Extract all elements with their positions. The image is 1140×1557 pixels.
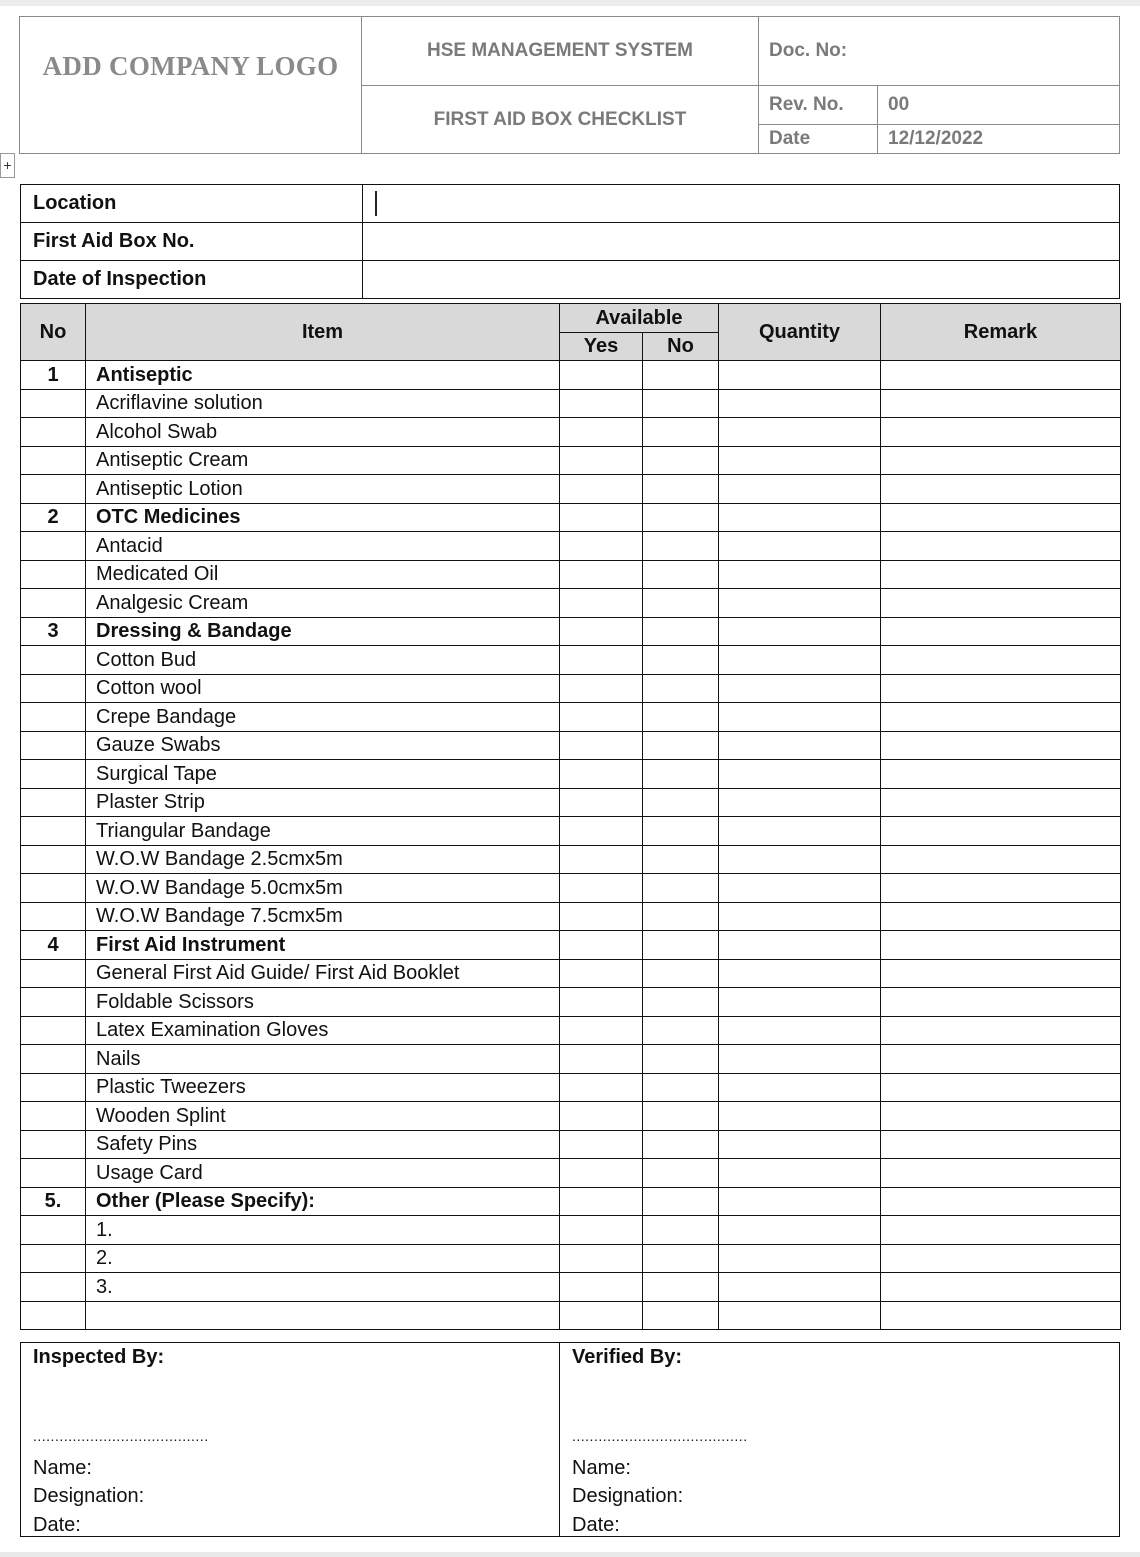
row-number: [21, 532, 86, 561]
row-item: Antiseptic Lotion: [86, 475, 560, 504]
yes-checkbox-cell[interactable]: [560, 674, 643, 703]
remark-cell[interactable]: [881, 1187, 1121, 1216]
row-number: [21, 1273, 86, 1302]
remark-cell[interactable]: [881, 1301, 1121, 1330]
row-number: [21, 760, 86, 789]
col-no: No: [21, 304, 86, 361]
no-checkbox-cell[interactable]: [643, 902, 719, 931]
table-row: [21, 902, 1121, 931]
row-item: Cotton wool: [86, 674, 560, 703]
table-row: [21, 1045, 1121, 1074]
col-yes: Yes: [560, 333, 643, 361]
yes-checkbox-cell[interactable]: [560, 503, 643, 532]
row-item: Usage Card: [86, 1159, 560, 1188]
yes-checkbox-cell[interactable]: [560, 874, 643, 903]
row-number: [21, 1102, 86, 1131]
remark-cell[interactable]: [881, 1273, 1121, 1302]
remark-cell[interactable]: [881, 1244, 1121, 1273]
row-item: Analgesic Cream: [86, 589, 560, 618]
row-number: [21, 902, 86, 931]
row-item: Plaster Strip: [86, 788, 560, 817]
date-label-cell: [758, 124, 878, 154]
quantity-cell[interactable]: [719, 389, 881, 418]
table-row: [21, 1102, 1121, 1131]
quantity-cell[interactable]: [719, 1273, 881, 1302]
quantity-cell[interactable]: [719, 617, 881, 646]
row-number: [21, 589, 86, 618]
inspection-info-table: [20, 184, 1120, 299]
table-row: [21, 532, 1121, 561]
no-checkbox-cell[interactable]: [643, 788, 719, 817]
table-row: [21, 988, 1121, 1017]
row-number: [21, 1016, 86, 1045]
remark-cell[interactable]: [881, 703, 1121, 732]
row-number: [21, 788, 86, 817]
category-row: [21, 503, 1121, 532]
row-number: [21, 1045, 86, 1074]
col-quantity: Quantity: [719, 304, 881, 361]
table-row: [21, 731, 1121, 760]
quantity-cell[interactable]: [719, 1216, 881, 1245]
row-number: [21, 959, 86, 988]
table-row: [21, 646, 1121, 675]
no-checkbox-cell[interactable]: [643, 931, 719, 960]
category-row: [21, 617, 1121, 646]
quantity-cell[interactable]: [719, 1016, 881, 1045]
info-row-box-no: [21, 223, 1120, 261]
row-item: Nails: [86, 1045, 560, 1074]
row-item: Other (Please Specify):: [86, 1187, 560, 1216]
inspected-signature-line: ........................................: [33, 1428, 209, 1444]
row-number: [21, 1073, 86, 1102]
top-strip: [0, 0, 1140, 6]
header-row: [21, 304, 1121, 333]
yes-checkbox-cell[interactable]: [560, 1073, 643, 1102]
table-row: [21, 1216, 1121, 1245]
remark-cell[interactable]: [881, 617, 1121, 646]
remark-cell[interactable]: [881, 503, 1121, 532]
col-no-available: No: [643, 333, 719, 361]
row-number: 3: [21, 617, 86, 646]
remark-cell[interactable]: [881, 418, 1121, 447]
location-field[interactable]: [363, 185, 1120, 223]
quantity-cell[interactable]: [719, 1244, 881, 1273]
row-item: General First Aid Guide/ First Aid Booklet: [86, 959, 560, 988]
inspected-by-cell[interactable]: [21, 1343, 560, 1537]
row-number: [21, 560, 86, 589]
remark-cell[interactable]: [881, 389, 1121, 418]
quantity-cell[interactable]: [719, 731, 881, 760]
row-item: Antacid: [86, 532, 560, 561]
remark-cell[interactable]: [881, 874, 1121, 903]
inspection-date-field[interactable]: [363, 261, 1120, 299]
row-number: [21, 418, 86, 447]
row-item: 2.: [86, 1244, 560, 1273]
remark-cell[interactable]: [881, 1045, 1121, 1074]
remark-cell[interactable]: [881, 1102, 1121, 1131]
row-item: Safety Pins: [86, 1130, 560, 1159]
row-number: [21, 874, 86, 903]
bottom-strip: [0, 1552, 1140, 1557]
rev-no-value: 00: [888, 94, 910, 115]
no-checkbox-cell[interactable]: [643, 532, 719, 561]
no-checkbox-cell[interactable]: [643, 617, 719, 646]
text-cursor: [375, 191, 377, 216]
row-item: Latex Examination Gloves: [86, 1016, 560, 1045]
quantity-cell[interactable]: [719, 788, 881, 817]
row-number: 2: [21, 503, 86, 532]
box-no-field[interactable]: [363, 223, 1120, 261]
quantity-cell[interactable]: [719, 503, 881, 532]
remark-cell[interactable]: [881, 589, 1121, 618]
row-number: [21, 988, 86, 1017]
no-checkbox-cell[interactable]: [643, 988, 719, 1017]
table-row: [21, 959, 1121, 988]
table-row: [21, 1073, 1121, 1102]
no-checkbox-cell[interactable]: [643, 589, 719, 618]
remark-cell[interactable]: [881, 674, 1121, 703]
no-checkbox-cell[interactable]: [643, 674, 719, 703]
no-checkbox-cell[interactable]: [643, 874, 719, 903]
quantity-cell[interactable]: [719, 845, 881, 874]
no-checkbox-cell[interactable]: [643, 731, 719, 760]
yes-checkbox-cell[interactable]: [560, 560, 643, 589]
location-label: Location: [21, 185, 363, 223]
row-item: Triangular Bandage: [86, 817, 560, 846]
management-system-title: HSE MANAGEMENT SYSTEM: [426, 40, 694, 61]
remark-cell[interactable]: [881, 1016, 1121, 1045]
row-item: 3.: [86, 1273, 560, 1302]
quantity-cell[interactable]: [719, 931, 881, 960]
row-number: [21, 703, 86, 732]
col-item: Item: [86, 304, 560, 361]
table-row: [21, 674, 1121, 703]
table-row: [21, 817, 1121, 846]
yes-checkbox-cell[interactable]: [560, 931, 643, 960]
remark-cell[interactable]: [881, 931, 1121, 960]
quantity-cell[interactable]: [719, 418, 881, 447]
table-row: [21, 760, 1121, 789]
yes-checkbox-cell[interactable]: [560, 1102, 643, 1131]
no-checkbox-cell[interactable]: [643, 959, 719, 988]
yes-checkbox-cell[interactable]: [560, 1301, 643, 1330]
row-number: [21, 731, 86, 760]
yes-checkbox-cell[interactable]: [560, 646, 643, 675]
row-item: Alcohol Swab: [86, 418, 560, 447]
checklist-body: [21, 361, 1121, 1330]
yes-checkbox-cell[interactable]: [560, 589, 643, 618]
no-checkbox-cell[interactable]: [643, 703, 719, 732]
no-checkbox-cell[interactable]: [643, 1273, 719, 1302]
no-checkbox-cell[interactable]: [643, 646, 719, 675]
quantity-cell[interactable]: [719, 1159, 881, 1188]
row-number: [21, 1301, 86, 1330]
remark-cell[interactable]: [881, 988, 1121, 1017]
quantity-cell[interactable]: [719, 674, 881, 703]
yes-checkbox-cell[interactable]: [560, 361, 643, 390]
col-remark: Remark: [881, 304, 1121, 361]
yes-checkbox-cell[interactable]: [560, 959, 643, 988]
row-number: 1: [21, 361, 86, 390]
no-checkbox-cell[interactable]: [643, 475, 719, 504]
remark-cell[interactable]: [881, 1130, 1121, 1159]
inspection-date-label: Date of Inspection: [21, 261, 363, 299]
table-row: [21, 560, 1121, 589]
quantity-cell[interactable]: [719, 532, 881, 561]
no-checkbox-cell[interactable]: [643, 361, 719, 390]
no-checkbox-cell[interactable]: [643, 1045, 719, 1074]
row-item: Gauze Swabs: [86, 731, 560, 760]
row-number: [21, 646, 86, 675]
yes-checkbox-cell[interactable]: [560, 817, 643, 846]
verified-signature-line: ........................................: [572, 1428, 748, 1444]
row-number: [21, 845, 86, 874]
quantity-cell[interactable]: [719, 817, 881, 846]
no-checkbox-cell[interactable]: [643, 760, 719, 789]
no-checkbox-cell[interactable]: [643, 446, 719, 475]
table-row: [21, 845, 1121, 874]
info-row-location: [21, 185, 1120, 223]
quantity-cell[interactable]: [719, 1130, 881, 1159]
row-item: W.O.W Bandage 2.5cmx5m: [86, 845, 560, 874]
yes-checkbox-cell[interactable]: [560, 1273, 643, 1302]
quantity-cell[interactable]: [719, 1045, 881, 1074]
inspected-designation-label: Designation:: [33, 1485, 145, 1507]
table-row: [21, 703, 1121, 732]
yes-checkbox-cell[interactable]: [560, 845, 643, 874]
yes-checkbox-cell[interactable]: [560, 418, 643, 447]
row-item: W.O.W Bandage 7.5cmx5m: [86, 902, 560, 931]
row-item: Antiseptic: [86, 361, 560, 390]
no-checkbox-cell[interactable]: [643, 845, 719, 874]
remark-cell[interactable]: [881, 1073, 1121, 1102]
verified-designation-label: Designation:: [572, 1485, 684, 1507]
category-row: [21, 361, 1121, 390]
remark-cell[interactable]: [881, 532, 1121, 561]
rev-no-value-cell: [877, 85, 1120, 125]
row-item: W.O.W Bandage 5.0cmx5m: [86, 874, 560, 903]
row-item: Acriflavine solution: [86, 389, 560, 418]
document-header: [19, 16, 1120, 154]
no-checkbox-cell[interactable]: [643, 1130, 719, 1159]
yes-checkbox-cell[interactable]: [560, 1016, 643, 1045]
table-row: [21, 874, 1121, 903]
table-row: [21, 389, 1121, 418]
table-row: [21, 1159, 1121, 1188]
category-row: [21, 931, 1121, 960]
remark-cell[interactable]: [881, 446, 1121, 475]
rev-no-label: Rev. No.: [769, 94, 844, 115]
quantity-cell[interactable]: [719, 703, 881, 732]
signature-table: [20, 1342, 1120, 1537]
row-item: OTC Medicines: [86, 503, 560, 532]
quantity-cell[interactable]: [719, 760, 881, 789]
yes-checkbox-cell[interactable]: [560, 902, 643, 931]
row-number: 4: [21, 931, 86, 960]
table-row: [21, 1016, 1121, 1045]
remark-cell[interactable]: [881, 475, 1121, 504]
row-number: [21, 817, 86, 846]
row-item: [86, 1301, 560, 1330]
quantity-cell[interactable]: [719, 646, 881, 675]
col-available: Available: [560, 304, 719, 333]
row-item: Cotton Bud: [86, 646, 560, 675]
table-row: [21, 589, 1121, 618]
company-logo-placeholder: ADD COMPANY LOGO: [42, 50, 339, 81]
yes-checkbox-cell[interactable]: [560, 1159, 643, 1188]
yes-checkbox-cell[interactable]: [560, 532, 643, 561]
remark-cell[interactable]: [881, 1159, 1121, 1188]
logo-cell: [19, 16, 362, 154]
yes-checkbox-cell[interactable]: [560, 703, 643, 732]
no-checkbox-cell[interactable]: [643, 389, 719, 418]
row-number: [21, 674, 86, 703]
yes-checkbox-cell[interactable]: [560, 617, 643, 646]
remark-cell[interactable]: [881, 817, 1121, 846]
no-checkbox-cell[interactable]: [643, 560, 719, 589]
inspected-by-heading: Inspected By:: [33, 1346, 165, 1368]
yes-checkbox-cell[interactable]: [560, 1244, 643, 1273]
yes-checkbox-cell[interactable]: [560, 446, 643, 475]
remark-cell[interactable]: [881, 1216, 1121, 1245]
yes-checkbox-cell[interactable]: [560, 1130, 643, 1159]
row-number: 5.: [21, 1187, 86, 1216]
table-row: [21, 1130, 1121, 1159]
remark-cell[interactable]: [881, 902, 1121, 931]
verified-date-label: Date:: [572, 1514, 620, 1536]
row-item: Foldable Scissors: [86, 988, 560, 1017]
row-item: Medicated Oil: [86, 560, 560, 589]
quantity-cell[interactable]: [719, 1073, 881, 1102]
row-number: [21, 1159, 86, 1188]
row-number: [21, 1130, 86, 1159]
yes-checkbox-cell[interactable]: [560, 760, 643, 789]
inspected-date-label: Date:: [33, 1514, 81, 1536]
date-value-cell: [877, 124, 1120, 154]
no-checkbox-cell[interactable]: [643, 1187, 719, 1216]
row-item: First Aid Instrument: [86, 931, 560, 960]
remark-cell[interactable]: [881, 959, 1121, 988]
yes-checkbox-cell[interactable]: [560, 988, 643, 1017]
title-cell: [361, 85, 759, 154]
info-row-date: [21, 261, 1120, 299]
inspected-name-label: Name:: [33, 1457, 92, 1479]
doc-no-label: Doc. No:: [769, 40, 848, 61]
no-checkbox-cell[interactable]: [643, 1159, 719, 1188]
no-checkbox-cell[interactable]: [643, 418, 719, 447]
row-number: [21, 475, 86, 504]
row-item: Plastic Tweezers: [86, 1073, 560, 1102]
rev-no-label-cell: [758, 85, 878, 125]
verified-name-label: Name:: [572, 1457, 631, 1479]
doc-no-cell: [758, 16, 1120, 86]
quantity-cell[interactable]: [719, 902, 881, 931]
date-value: 12/12/2022: [888, 128, 984, 149]
yes-checkbox-cell[interactable]: [560, 475, 643, 504]
quantity-cell[interactable]: [719, 1187, 881, 1216]
no-checkbox-cell[interactable]: [643, 1102, 719, 1131]
quantity-cell[interactable]: [719, 589, 881, 618]
quantity-cell[interactable]: [719, 874, 881, 903]
row-number: [21, 1216, 86, 1245]
table-row: [21, 1273, 1121, 1302]
remark-cell[interactable]: [881, 760, 1121, 789]
no-checkbox-cell[interactable]: [643, 817, 719, 846]
remark-cell[interactable]: [881, 731, 1121, 760]
no-checkbox-cell[interactable]: [643, 1073, 719, 1102]
row-number: [21, 1244, 86, 1273]
quantity-cell[interactable]: [719, 1301, 881, 1330]
no-checkbox-cell[interactable]: [643, 1216, 719, 1245]
row-number: [21, 389, 86, 418]
system-cell: [361, 16, 759, 86]
quantity-cell[interactable]: [719, 475, 881, 504]
table-row: [21, 418, 1121, 447]
table-row: [21, 1301, 1121, 1330]
quantity-cell[interactable]: [719, 446, 881, 475]
page-title: FIRST AID BOX CHECKLIST: [433, 108, 687, 130]
quantity-cell[interactable]: [719, 1102, 881, 1131]
row-item: 1.: [86, 1216, 560, 1245]
yes-checkbox-cell[interactable]: [560, 389, 643, 418]
table-row: [21, 446, 1121, 475]
no-checkbox-cell[interactable]: [643, 1244, 719, 1273]
verified-by-cell[interactable]: [560, 1343, 1120, 1537]
row-item: Wooden Splint: [86, 1102, 560, 1131]
remark-cell[interactable]: [881, 560, 1121, 589]
remark-cell[interactable]: [881, 361, 1121, 390]
yes-checkbox-cell[interactable]: [560, 1045, 643, 1074]
quantity-cell[interactable]: [719, 988, 881, 1017]
table-row: [21, 1244, 1121, 1273]
yes-checkbox-cell[interactable]: [560, 1216, 643, 1245]
quantity-cell[interactable]: [719, 959, 881, 988]
table-row: [21, 475, 1121, 504]
remark-cell[interactable]: [881, 788, 1121, 817]
category-row: [21, 1187, 1121, 1216]
verified-by-heading: Verified By:: [572, 1346, 683, 1368]
quantity-cell[interactable]: [719, 361, 881, 390]
remark-cell[interactable]: [881, 646, 1121, 675]
row-item: Surgical Tape: [86, 760, 560, 789]
row-number: [21, 446, 86, 475]
remark-cell[interactable]: [881, 845, 1121, 874]
no-checkbox-cell[interactable]: [643, 1301, 719, 1330]
yes-checkbox-cell[interactable]: [560, 788, 643, 817]
yes-checkbox-cell[interactable]: [560, 1187, 643, 1216]
checklist-table: [20, 303, 1121, 1330]
date-label: Date: [769, 128, 811, 149]
row-item: Dressing & Bandage: [86, 617, 560, 646]
yes-checkbox-cell[interactable]: [560, 731, 643, 760]
table-row: [21, 788, 1121, 817]
no-checkbox-cell[interactable]: [643, 503, 719, 532]
box-no-label: First Aid Box No.: [21, 223, 363, 261]
move-handle-icon[interactable]: +: [0, 153, 15, 178]
row-item: Antiseptic Cream: [86, 446, 560, 475]
row-item: Crepe Bandage: [86, 703, 560, 732]
no-checkbox-cell[interactable]: [643, 1016, 719, 1045]
quantity-cell[interactable]: [719, 560, 881, 589]
